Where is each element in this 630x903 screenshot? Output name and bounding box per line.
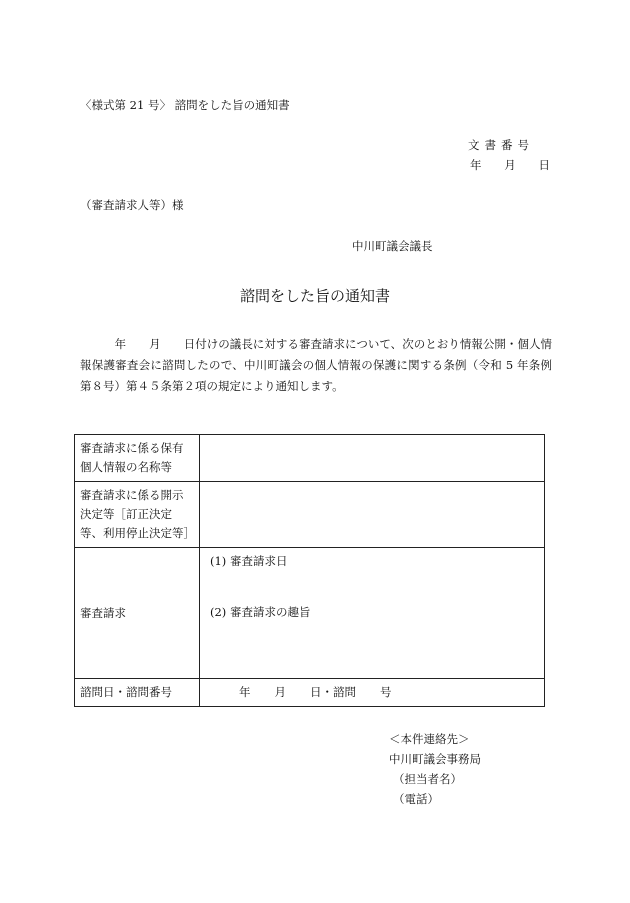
table-cell-value: [200, 482, 545, 548]
table-cell-label: 審査請求: [75, 548, 200, 679]
body-paragraph: [80, 334, 552, 397]
date-day-label: 日: [538, 158, 550, 172]
contact-heading: ＜本件連絡先＞: [389, 732, 470, 746]
details-table: [74, 434, 545, 707]
inquiry-number-label: 号: [380, 685, 392, 699]
contact-person: （担当者名）: [393, 772, 462, 786]
table-cell-label: 諮問日・諮問番号: [75, 679, 200, 707]
inquiry-day-label: 日・諮問: [310, 685, 356, 699]
inquiry-month-label: 月: [274, 685, 286, 699]
date-month-label: 月: [504, 158, 516, 172]
date-year-label: 年: [470, 158, 482, 172]
inquiry-year-label: 年: [239, 685, 251, 699]
addressee: （審査請求人等）様: [80, 198, 184, 212]
table-cell-value: [200, 435, 545, 482]
table-cell-label: 審査請求に係る保有個人情報の名称等: [75, 435, 200, 482]
issue-date: [470, 157, 550, 173]
contact-block: [389, 729, 481, 809]
request-date-item: (1) 審査請求日: [210, 554, 288, 568]
body-text: 年 月 日付けの議長に対する審査請求について、次のとおり情報公開・個人情報保護審査会に諮問したので、中川町議会の個人情報の保護に関する条例（令和 5 年条例第８号）第４５条第２項の規定により通知します。: [80, 337, 552, 393]
table-row: [75, 482, 545, 548]
table-cell-value: [200, 548, 545, 679]
request-purpose-item: (2) 審査請求の趣旨: [210, 605, 311, 619]
inquiry-date-number: [239, 683, 539, 702]
sender: 中川町議会議長: [352, 239, 433, 253]
form-identifier: 〈様式第 21 号〉 諮問をした旨の通知書: [80, 98, 290, 112]
table-cell-label: 審査請求に係る開示決定等［訂正決定等、利用停止決定等］: [75, 482, 200, 548]
table-row: [75, 548, 545, 679]
document-number-label: 文書番号: [468, 138, 534, 152]
table-cell-value: [200, 679, 545, 707]
table-row: [75, 435, 545, 482]
contact-office: 中川町議会事務局: [389, 752, 481, 766]
contact-phone: （電話）: [393, 792, 439, 806]
document-title: 諮問をした旨の通知書: [239, 287, 390, 305]
table-row: [75, 679, 545, 707]
